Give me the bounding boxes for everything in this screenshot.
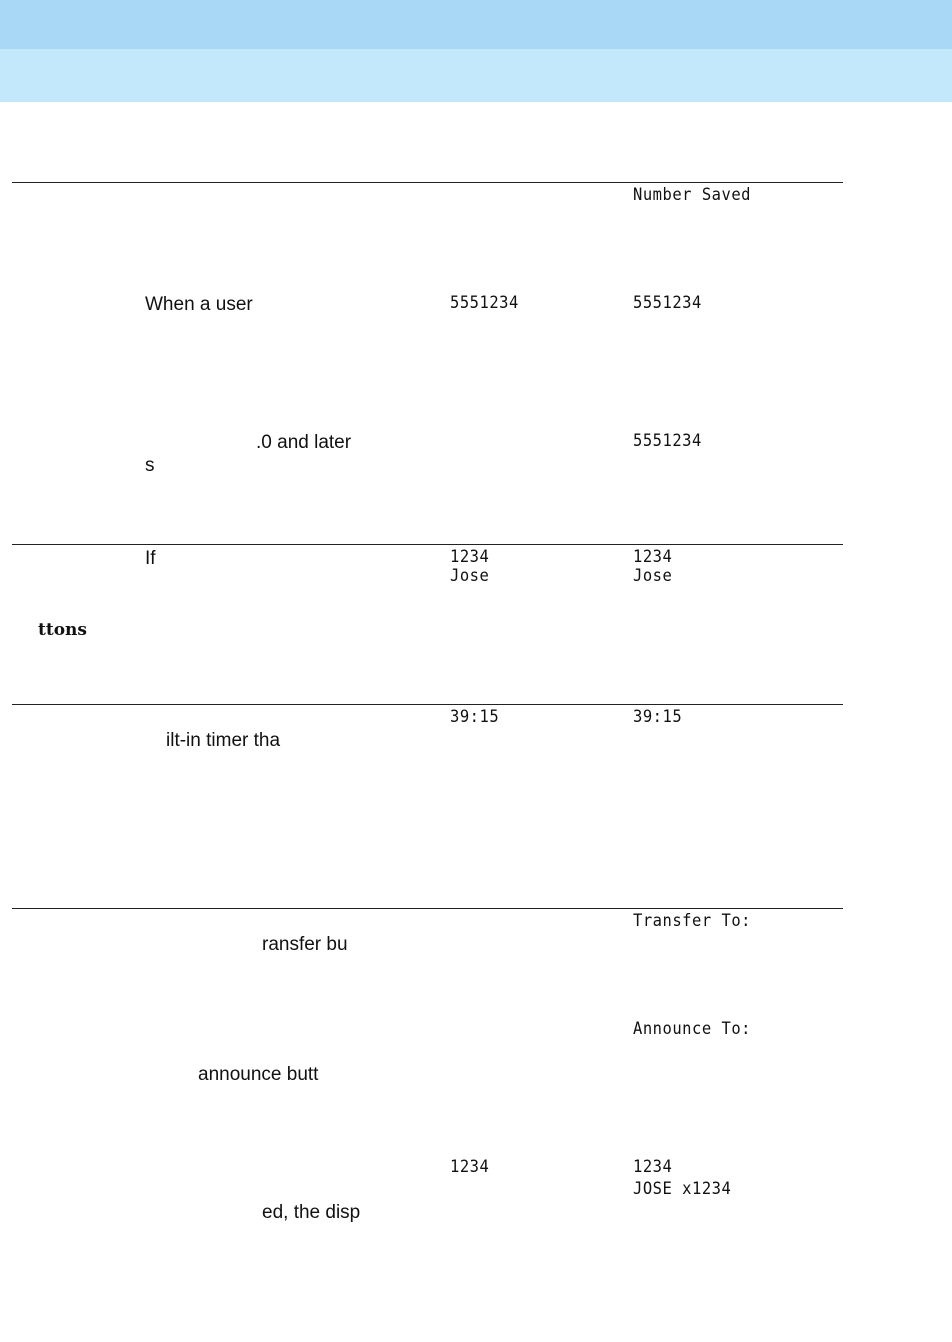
lcd-display-left: 1234 — [450, 1157, 490, 1177]
header-band-bottom — [0, 49, 952, 102]
description-text: When a user — [145, 294, 253, 315]
table-row-divider — [12, 182, 843, 183]
lcd-display-right: 39:15 — [633, 707, 683, 727]
header-band-top — [0, 0, 952, 49]
lcd-display-right: JOSE x1234 — [633, 1179, 732, 1199]
description-text: s — [145, 455, 155, 476]
lcd-display-right: 1234 — [633, 547, 673, 567]
lcd-display-right: 5551234 — [633, 431, 702, 451]
lcd-display-right: 1234 — [633, 1157, 673, 1177]
lcd-display-right: Transfer To: — [633, 911, 751, 931]
lcd-display-left: 1234 — [450, 547, 490, 567]
lcd-display-right: Jose — [633, 566, 673, 586]
lcd-display-left: 39:15 — [450, 707, 500, 727]
table-row-divider — [12, 544, 843, 545]
table-row-divider — [12, 908, 843, 909]
table-row-divider — [12, 704, 843, 705]
description-text: ilt-in timer tha — [166, 730, 281, 751]
description-text: announce butt — [198, 1064, 319, 1085]
lcd-display-right: Number Saved — [633, 185, 751, 205]
lcd-display-left: 5551234 — [450, 293, 519, 313]
lcd-display-right: 5551234 — [633, 293, 702, 313]
description-text: .0 and later — [256, 432, 352, 453]
description-text: ransfer bu — [262, 934, 348, 955]
description-text: ed, the disp — [262, 1202, 361, 1223]
lcd-display-right: Announce To: — [633, 1019, 751, 1039]
side-heading: ttons — [38, 620, 87, 640]
lcd-display-left: Jose — [450, 566, 490, 586]
description-text: If — [145, 548, 156, 569]
